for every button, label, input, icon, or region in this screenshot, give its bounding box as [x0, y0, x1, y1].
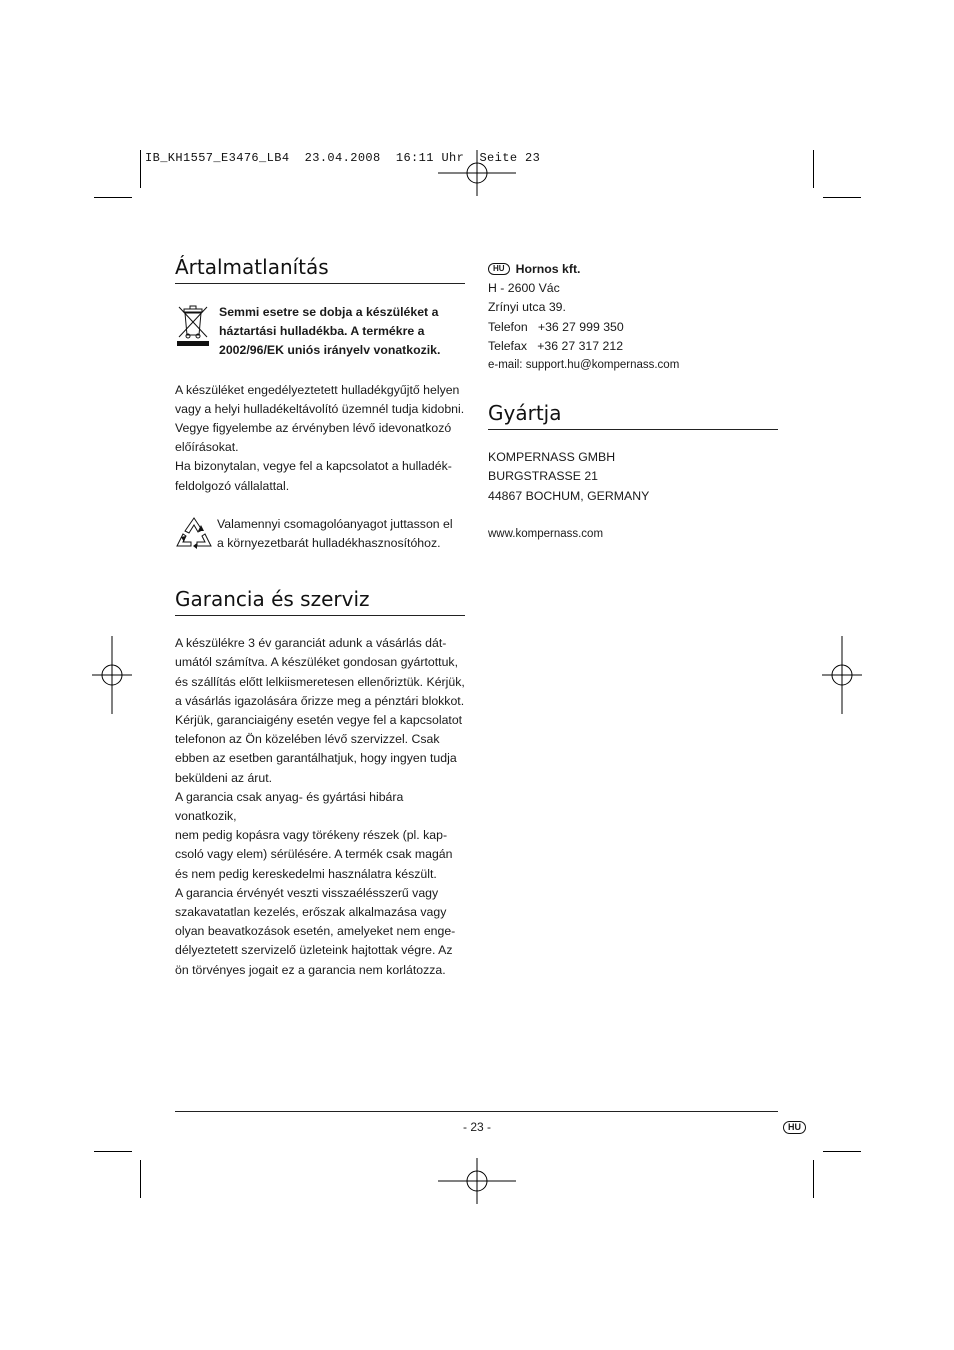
crop-mark: [813, 150, 814, 188]
website-link: www.kompernass.com: [488, 527, 604, 540]
disposal-bold-line: 2002/96/EK uniós irányelv vonatkozik.: [219, 343, 441, 358]
address-line: BURGSTRASSE 21: [488, 469, 599, 484]
text-line: Kérjük, garanciaigény esetén vegye fel a kapcsolatot: [175, 713, 463, 728]
disposal-title: Ártalmatlanítás: [175, 255, 465, 284]
text-line: nem pedig kopásra vagy törékeny részek (pl. kap-: [175, 828, 448, 843]
text-line: A készüléket engedélyeztetett hulladékgyűjtő helyen: [175, 382, 460, 397]
warranty-title: Garancia és szerviz: [175, 587, 465, 616]
text-line: A garancia érvényét veszti visszaélésszerű vagy: [175, 885, 439, 900]
text-line: umától számítva. A készüléket gondosan gyártottuk,: [175, 655, 458, 670]
crop-mark: [94, 1151, 132, 1152]
address-line: KOMPERNASS GMBH: [488, 450, 616, 465]
text-line: ebben az esetben garantálhatjuk, hogy ingyen tudja: [175, 751, 457, 766]
manufacturer-address: [488, 448, 778, 544]
email-line: e-mail: support.hu@kompernass.com: [488, 359, 680, 372]
text-line: a környezetbarát hulladékhasznosítóhoz.: [217, 536, 441, 551]
service-company: Hornos kft.: [515, 262, 581, 276]
manufacturer-title: Gyártja: [488, 401, 778, 430]
right-column: [488, 260, 778, 544]
crop-mark: [823, 1151, 861, 1152]
text-line: vagy a helyi hulladékeltávolító üzemnél tudja kidobni.: [175, 401, 465, 416]
registration-mark-right: [822, 636, 862, 714]
left-column: [175, 255, 465, 980]
text-line: feldolgozó vállalattal.: [175, 478, 290, 493]
disposal-notice: [175, 303, 465, 361]
crop-mark: [813, 1160, 814, 1198]
registration-mark-left: [92, 636, 132, 714]
recycle-notice: [175, 515, 465, 553]
text-line: a vásárlás igazolására őrizze meg a pénztári blokkot.: [175, 693, 465, 708]
text-line: A garancia csak anyag- és gyártási hibára vonatkozik,: [175, 789, 404, 824]
text-line: előírásokat.: [175, 440, 239, 455]
text-line: Vegye figyelembe az érvényben lévő idevonatkozó: [175, 421, 452, 436]
crossed-out-bin-icon: [175, 303, 211, 347]
disposal-bold-line: Semmi esetre se dobja a készüléket a: [219, 305, 439, 319]
warranty-paragraph: [175, 634, 465, 980]
recycle-icon: [175, 515, 213, 551]
service-address: [488, 260, 778, 375]
footer-rule: [175, 1111, 778, 1112]
phone-line: Telefon +36 27 999 350: [488, 319, 624, 334]
text-line: olyan beavatkozások esetén, amelyeket nem enge-: [175, 924, 456, 939]
text-line: telefonon az Ön közelében lévő szervizzel. Csak: [175, 732, 440, 747]
disposal-paragraph: [175, 381, 465, 496]
text-line: A készülékre 3 év garanciát adunk a vásárlás dát-: [175, 636, 447, 651]
text-line: ön törvényes jogait ez a garancia nem korlátozza.: [175, 962, 446, 977]
text-line: csoló vagy elem) sérülésére. A termék csak magán: [175, 847, 453, 862]
fax-line: Telefax +36 27 317 212: [488, 338, 624, 353]
page-number: - 23 -: [462, 1120, 491, 1134]
disposal-bold-line: háztartási hulladékba. A termékre a: [219, 324, 425, 339]
address-line: Zrínyi utca 39.: [488, 300, 566, 315]
text-line: és szállítás előtt lelkiismeretesen ellenőriztük. Kérjük,: [175, 674, 465, 689]
country-badge: HU: [488, 263, 510, 275]
print-header: IB_KH1557_E3476_LB4 23.04.2008 16:11 Uhr Seite 23: [145, 151, 541, 165]
text-line: és nem pedig kereskedelmi használatra készült.: [175, 866, 437, 881]
registration-mark-bottom: [438, 1158, 516, 1204]
crop-mark: [94, 197, 132, 198]
crop-mark: [140, 150, 141, 188]
crop-mark: [140, 1160, 141, 1198]
footer-country-badge: HU: [783, 1121, 806, 1134]
address-line: 44867 BOCHUM, GERMANY: [488, 488, 650, 503]
text-line: délyeztetett szervizelő üzleteink hajtottak végre. Az: [175, 943, 453, 958]
crop-mark: [823, 197, 861, 198]
address-line: H - 2600 Vác: [488, 281, 560, 296]
text-line: beküldeni az árut.: [175, 770, 273, 785]
text-line: Valamennyi csomagolóanyagot juttasson el: [217, 516, 453, 531]
text-line: Ha bizonytalan, vegye fel a kapcsolatot a hulladék-: [175, 459, 452, 474]
text-line: szakavatatlan kezelés, erőszak alkalmazása vagy: [175, 905, 447, 920]
